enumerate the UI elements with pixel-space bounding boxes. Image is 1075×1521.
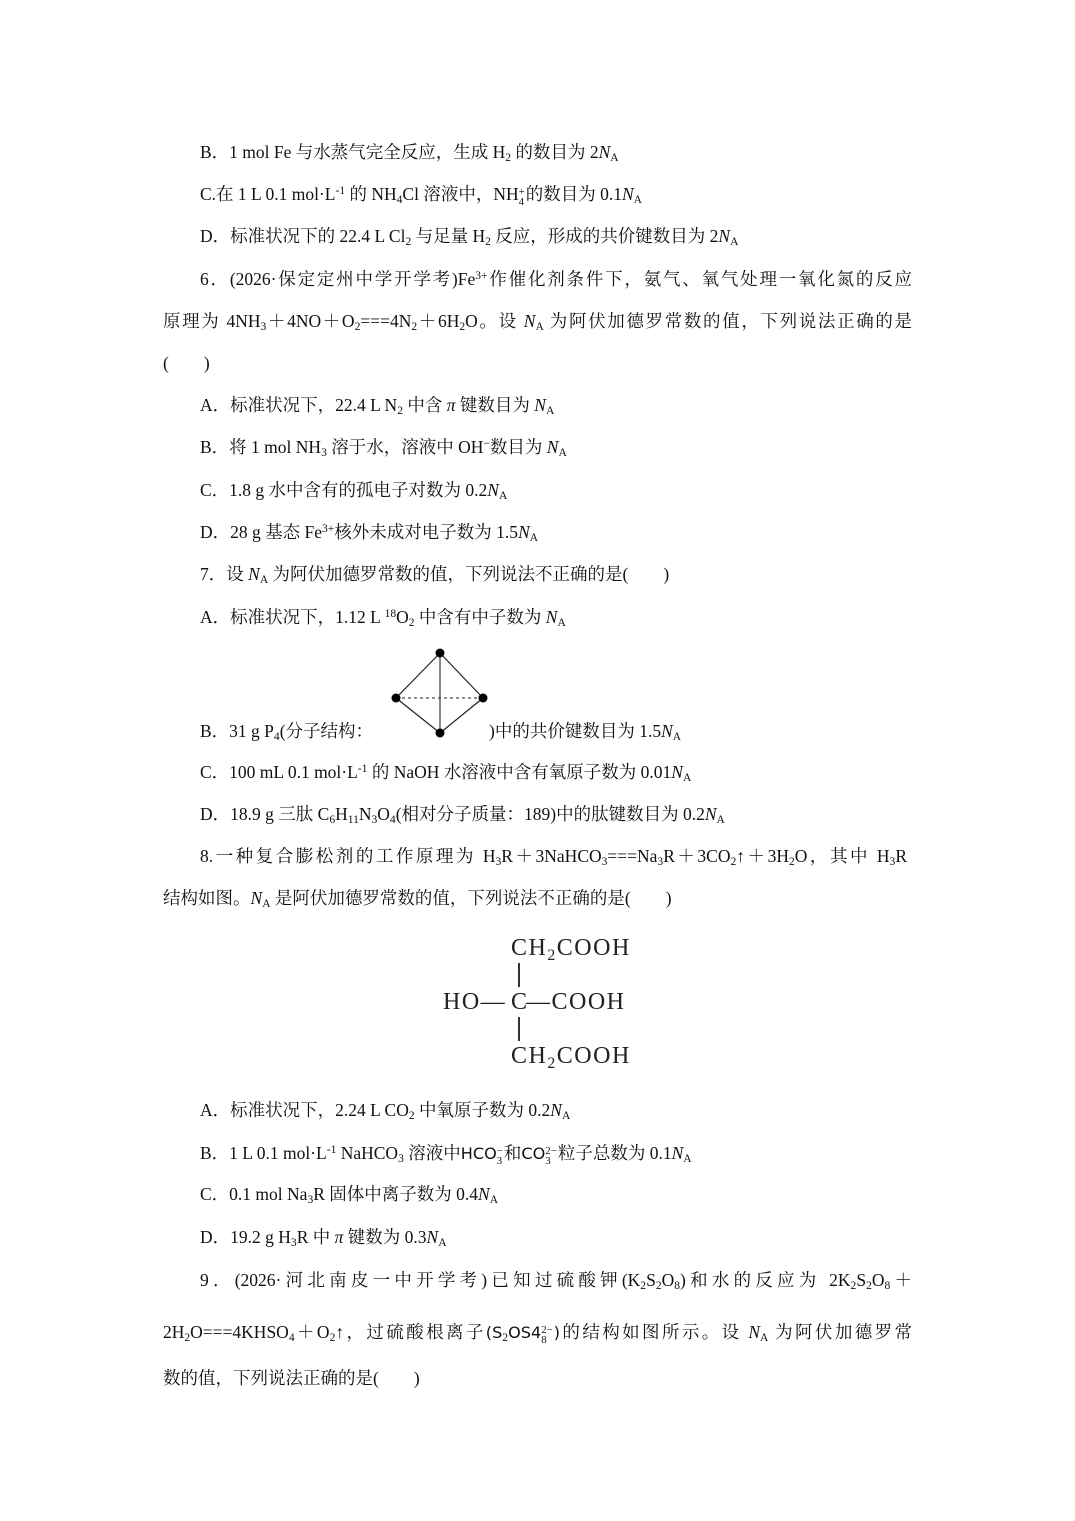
- text-run: -1: [335, 184, 346, 197]
- question-7-option-c: [200, 760, 691, 784]
- text-run: 溶于水，溶液中 OH: [326, 437, 484, 457]
- text-run: 3: [307, 1194, 314, 1207]
- text-run: A: [498, 490, 508, 503]
- text-run: 键数目为: [455, 395, 535, 415]
- text-run: 8: [541, 1333, 547, 1346]
- text-run: (S: [485, 1323, 503, 1342]
- question-8-option-d: [200, 1225, 447, 1249]
- text-run: N: [671, 1143, 684, 1163]
- text-run: A: [561, 1110, 571, 1123]
- text-run: C．0.1 mol Na: [200, 1184, 308, 1204]
- text-run: N: [250, 888, 263, 908]
- text-run: 2: [411, 321, 418, 334]
- text-run: N: [661, 721, 673, 741]
- text-run: A: [438, 1237, 447, 1250]
- text-run: O，其中 H: [794, 846, 890, 866]
- text-run: ( ): [163, 353, 210, 373]
- text-run: +: [518, 185, 525, 198]
- text-run: 3: [657, 856, 664, 869]
- text-run: NaHCO: [336, 1143, 399, 1163]
- text-run: 粒子总数为 0.1: [557, 1143, 672, 1163]
- text-run: 原理为 4NH: [163, 311, 261, 331]
- text-run: -1: [357, 762, 368, 775]
- text-run: N: [358, 804, 372, 824]
- text-run: R 中: [296, 1227, 335, 1247]
- text-run: D．标准状况下的 22.4 L Cl: [200, 226, 406, 246]
- text-run: 2: [354, 321, 361, 334]
- text-run: 3: [290, 1237, 297, 1250]
- phosphorus-atom: [479, 694, 488, 703]
- text-run: 3: [601, 856, 608, 869]
- text-run: 2: [505, 152, 512, 165]
- question-8-stem-line-1: [200, 844, 907, 868]
- text-run: 核外未成对电子数为 1.5: [334, 522, 519, 542]
- text-run: A: [545, 405, 555, 418]
- text-run: A: [489, 1194, 499, 1207]
- text-run: A: [633, 194, 642, 207]
- text-run: A: [730, 236, 739, 249]
- text-run: N: [478, 1184, 490, 1204]
- text-run: −: [496, 1144, 503, 1157]
- question-7-option-d: [200, 802, 725, 826]
- text-run: 4: [389, 814, 396, 827]
- text-run: D．19.2 g H: [200, 1227, 291, 1247]
- text-run: 3: [260, 321, 267, 334]
- question-6-answer-blank: [163, 351, 210, 375]
- text-run: 3: [398, 1153, 404, 1166]
- text-run: N: [545, 607, 558, 627]
- text-run: 9．(2026·河北南皮一中开学考)已知过硫酸钾(K: [200, 1270, 641, 1290]
- text-run: 数目为: [489, 437, 547, 457]
- text-run: R: [895, 846, 908, 866]
- text-run: )和水的反应为 2K: [680, 1270, 851, 1290]
- text-run: 8: [884, 1280, 891, 1293]
- text-run: S: [856, 1270, 867, 1290]
- text-run: −: [483, 437, 490, 450]
- text-run: HCO: [460, 1144, 497, 1163]
- question-9-stem-line-3: [163, 1366, 420, 1390]
- text-run: B．将 1 mol NH: [200, 437, 322, 457]
- question-7-option-b-after-figure: [489, 719, 681, 743]
- text-run: 6: [329, 814, 336, 827]
- text-run: 3+: [322, 522, 335, 535]
- text-run: 2: [502, 1332, 509, 1345]
- structure-center-atom: C: [511, 989, 529, 1015]
- question-6-stem-line-2: [163, 309, 912, 333]
- text-run: ===4N: [360, 311, 412, 331]
- question-9-stem-line-1: [200, 1268, 912, 1292]
- text-run: 4: [518, 195, 525, 208]
- text-run: ↑，过硫酸根离子: [335, 1322, 486, 1342]
- question-8-option-a: [200, 1098, 570, 1122]
- text-run: 键数为 0.3: [343, 1227, 427, 1247]
- question-6-option-b: [200, 435, 567, 459]
- text-run: C.在 1 L 0.1 mol·L: [200, 184, 336, 204]
- question-7-option-a: [200, 605, 566, 629]
- text-run: 的数目为 0.1: [525, 184, 622, 204]
- text-run: 3: [495, 856, 502, 869]
- text-run: 18: [384, 607, 397, 620]
- question-5-option-c: [200, 182, 642, 207]
- text-run: 2: [788, 856, 795, 869]
- text-run: 是阿伏加德罗常数的值，下列说法不正确的是( ): [270, 888, 672, 908]
- text-run: 2: [184, 1332, 191, 1345]
- text-run: 4: [288, 1332, 295, 1345]
- text-run: A: [259, 574, 269, 587]
- text-run: 7．设: [200, 564, 249, 584]
- question-7-stem: [200, 562, 669, 586]
- text-run: 反应，形成的共价键数目为 2: [490, 226, 719, 246]
- text-run: 2: [547, 946, 557, 964]
- text-run: 2: [485, 236, 491, 249]
- text-run: A: [760, 1332, 769, 1345]
- p-p-bond: [396, 653, 440, 698]
- p-p-bond: [440, 698, 483, 733]
- structure-bottom-group: [511, 1042, 631, 1070]
- text-run: N: [546, 437, 559, 457]
- text-run: π: [334, 1227, 344, 1247]
- text-run: N: [518, 522, 530, 542]
- text-run: N: [523, 311, 536, 331]
- text-run: 2: [459, 321, 466, 334]
- text-run: N: [671, 762, 683, 782]
- text-run: 为阿伏加德罗常数的值，下列说法不正确的是( ): [268, 564, 670, 584]
- stacked-script: [545, 1146, 557, 1167]
- text-run: ＋6H: [417, 311, 460, 331]
- text-run: N: [718, 226, 731, 246]
- stacked-script: [519, 187, 525, 208]
- text-run: N: [487, 480, 499, 500]
- text-run: B．1 L 0.1 mol·L: [200, 1143, 327, 1163]
- question-8-option-b: [200, 1141, 692, 1166]
- text-run: 作催化剂条件下，氨气、氧气处理一氧化氮的反应: [487, 269, 913, 289]
- text-run: A: [558, 447, 567, 460]
- text-run: N: [550, 1100, 562, 1120]
- text-run: N: [621, 184, 634, 204]
- text-run: O: [871, 1270, 885, 1290]
- text-run: B．1 mol Fe 与水蒸气完全反应，生成 H: [200, 142, 506, 162]
- question-7-option-b-before-figure: [200, 719, 373, 743]
- question-9-stem-line-2: [163, 1320, 912, 1345]
- text-run: B．31 g P: [200, 721, 274, 741]
- question-6-stem-line-1: [200, 267, 912, 291]
- p-p-bond: [396, 698, 440, 733]
- structure-bond-up: [518, 963, 520, 987]
- p4-molecule-diagram: [388, 645, 492, 741]
- text-run: 为阿伏加德罗常数的值，下列说法正确的是: [543, 311, 913, 331]
- text-run: 2: [397, 405, 403, 418]
- text-run: 3: [371, 814, 378, 827]
- text-run: 和: [503, 1143, 522, 1163]
- text-run: A: [262, 898, 271, 911]
- text-run: 数的值，下列说法正确的是( ): [163, 1368, 420, 1388]
- text-run: A: [557, 617, 566, 630]
- text-run: 3+: [475, 269, 488, 282]
- text-run: N: [748, 1322, 760, 1342]
- structure-left-group: HO—: [443, 989, 507, 1015]
- text-run: 2: [850, 1280, 857, 1293]
- text-run: 的 NH: [345, 184, 397, 204]
- question-8-option-c: [200, 1182, 498, 1206]
- text-run: O: [661, 1270, 675, 1290]
- text-run: π: [446, 395, 456, 415]
- text-run: N: [534, 395, 546, 415]
- text-run: Cl 溶液中，NH: [402, 184, 519, 204]
- text-run: R 固体中离子数为 0.4: [313, 1184, 479, 1204]
- text-run: 2−: [545, 1144, 557, 1157]
- text-run: 2: [408, 1110, 415, 1123]
- question-6-option-d: [200, 520, 538, 544]
- text-run: A: [529, 532, 539, 545]
- text-run: O。设: [465, 311, 524, 331]
- phosphorus-atom: [436, 649, 445, 658]
- text-run: 中氧原子数为 0.2: [414, 1100, 551, 1120]
- text-run: N: [426, 1227, 439, 1247]
- text-run: 2: [547, 1054, 557, 1072]
- text-run: D．28 g 基态 Fe: [200, 522, 323, 542]
- text-run: A．标准状况下，1.12 L: [200, 607, 385, 627]
- stacked-script: [541, 1325, 553, 1346]
- text-run: 2: [655, 1280, 662, 1293]
- question-8-stem-line-2: [163, 886, 672, 910]
- text-run: ===Na: [607, 846, 658, 866]
- text-run: 结构如图。: [163, 888, 251, 908]
- question-5-option-b: [200, 140, 619, 164]
- text-run: OS4: [508, 1323, 542, 1342]
- text-run: (相对分子质量：189)中的肽键数目为 0.2: [395, 804, 705, 824]
- text-run: 4: [396, 194, 403, 207]
- text-run: N: [248, 564, 260, 584]
- text-run: )中的共价键数目为 1.5: [489, 721, 662, 741]
- text-run: N: [704, 804, 717, 824]
- text-run: N: [598, 142, 611, 162]
- stacked-script: [497, 1146, 503, 1167]
- structure-top-group: [511, 934, 631, 962]
- text-run: ): [553, 1323, 561, 1342]
- text-run: 2−: [541, 1323, 553, 1336]
- text-run: D．18.9 g 三肽 C: [200, 804, 330, 824]
- text-run: 3: [321, 447, 327, 460]
- text-run: 6．(2026·保定定州中学开学考)Fe: [200, 269, 476, 289]
- text-run: 与足量 H: [411, 226, 486, 246]
- text-run: 溶液中: [403, 1143, 461, 1163]
- text-run: COOH: [556, 935, 631, 961]
- text-run: H: [335, 804, 348, 824]
- text-run: CH: [511, 935, 548, 961]
- text-run: 2H: [163, 1322, 185, 1342]
- text-run: O: [377, 804, 390, 824]
- p-p-bond: [440, 653, 483, 698]
- structure-right-group: —COOH: [526, 989, 626, 1015]
- text-run: A: [682, 772, 692, 785]
- question-6-option-a: [200, 393, 554, 417]
- text-run: 8.一种复合膨松剂的工作原理为 H: [200, 846, 496, 866]
- text-run: 中含有中子数为: [414, 607, 546, 627]
- text-run: C．100 mL 0.1 mol·L: [200, 762, 358, 782]
- text-run: A．标准状况下，2.24 L CO: [200, 1100, 409, 1120]
- text-run: S: [646, 1270, 656, 1290]
- text-run: (分子结构：: [279, 721, 374, 741]
- text-run: ＋4NO＋O: [266, 311, 355, 331]
- text-run: 4: [273, 731, 280, 744]
- text-run: O: [396, 607, 409, 627]
- phosphorus-atom: [436, 729, 445, 738]
- text-run: 为阿伏加德罗常: [768, 1322, 913, 1342]
- question-6-option-c: [200, 478, 507, 502]
- text-run: 的结构如图所示。设: [560, 1322, 749, 1342]
- text-run: COOH: [556, 1043, 631, 1069]
- text-run: ＋: [890, 1270, 913, 1290]
- text-run: A: [683, 1153, 692, 1166]
- text-run: ↑＋3H: [736, 846, 789, 866]
- text-run: 2: [730, 856, 737, 869]
- text-run: 11: [347, 814, 359, 827]
- text-run: A．标准状况下，22.4 L N: [200, 395, 398, 415]
- text-run: 中含: [402, 395, 447, 415]
- text-run: R＋3NaHCO: [501, 846, 602, 866]
- text-run: R＋3CO: [663, 846, 731, 866]
- text-run: 2: [329, 1332, 336, 1345]
- question-5-option-d: [200, 224, 738, 248]
- text-run: A: [610, 152, 619, 165]
- text-run: A: [716, 814, 725, 827]
- text-run: A: [535, 321, 544, 334]
- text-run: 3: [889, 856, 896, 869]
- text-run: 2: [408, 617, 415, 630]
- text-run: CO: [521, 1144, 546, 1163]
- text-run: 2: [640, 1280, 647, 1293]
- text-run: 2: [866, 1280, 872, 1293]
- text-run: 的数目为 2: [511, 142, 599, 162]
- text-run: ＋O: [294, 1322, 330, 1342]
- text-run: C．1.8 g 水中含有的孤电子对数为 0.2: [200, 480, 488, 500]
- text-run: O===4KHSO: [190, 1322, 289, 1342]
- text-run: A: [672, 731, 682, 744]
- text-run: 2: [405, 236, 412, 249]
- structure-bond-down: [518, 1017, 520, 1041]
- text-run: 3: [496, 1154, 503, 1167]
- phosphorus-atom: [392, 694, 401, 703]
- text-run: 8: [674, 1280, 681, 1293]
- text-run: 3: [545, 1154, 551, 1167]
- text-run: 的 NaOH 水溶液中含有氧原子数为 0.01: [367, 762, 672, 782]
- text-run: -1: [326, 1143, 337, 1156]
- text-run: CH: [511, 1043, 548, 1069]
